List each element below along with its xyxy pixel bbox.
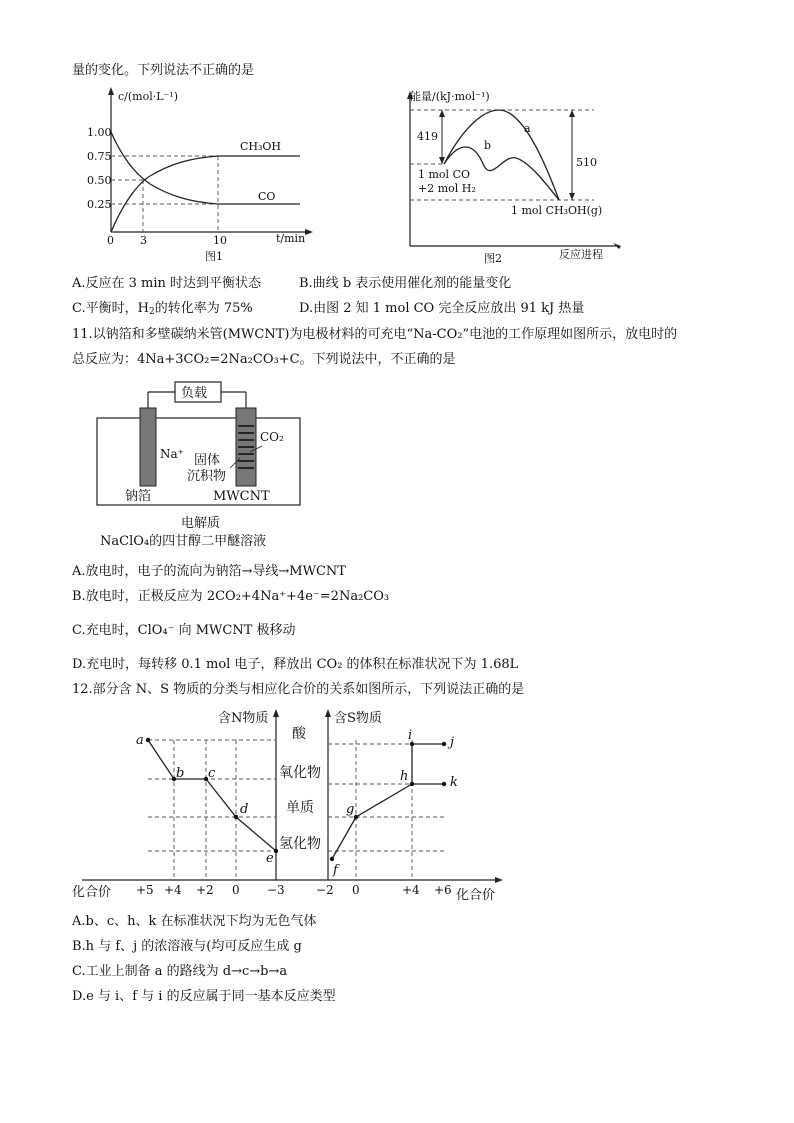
s-valence: −2: [316, 883, 334, 897]
nitrogen-sulfur-valence-diagram: [70, 706, 510, 906]
q11-option-a: A.放电时，电子的流向为钠箔→导线→MWCNT: [72, 564, 346, 579]
fig2-product: 1 mol CH₃OH(g): [511, 204, 603, 217]
figure-2-energy-diagram: [404, 86, 634, 266]
valence-axis-label-left: 化合价: [72, 885, 112, 900]
solid-deposit-label-1: 固体: [194, 453, 221, 468]
load-label: 负载: [181, 386, 208, 401]
n-valence: −3: [267, 883, 285, 897]
n-valence: +5: [136, 883, 154, 897]
fig1-ytick: 1.00: [87, 126, 112, 139]
q11-stem-line1: 11.以钠箔和多壁碳纳米管(MWCNT)为电极材料的可充电“Na-CO₂”电池的工作原理如图所示，放电时的: [72, 327, 678, 342]
battery-diagram: [90, 378, 310, 558]
point-a: [146, 738, 150, 742]
point-d: [234, 815, 238, 819]
fig2-label-b: b: [484, 139, 492, 152]
label-i: i: [408, 728, 413, 743]
category-oxide: 氧化物: [279, 765, 321, 781]
fig2-y-label: 能量/(kJ·mol⁻¹): [410, 90, 490, 103]
fig1-ytick: 0.75: [87, 150, 112, 163]
q11-option-c: C.充电时，ClO₄⁻ 向 MWCNT 极移动: [72, 623, 296, 638]
electrolyte-label-2: NaClO₄的四甘醇二甲醚溶液: [100, 534, 267, 549]
point-f: [330, 857, 334, 861]
q12-option-b: B.h 与 f、j 的浓溶液与(均可反应生成 g: [72, 939, 302, 954]
label-j: j: [450, 735, 455, 750]
q10-option-d: D.由图 2 知 1 mol CO 完全反应放出 91 kJ 热量: [299, 301, 585, 316]
s-axis-title: 含S物质: [334, 711, 382, 726]
s-valence: 0: [352, 883, 360, 897]
q10-option-c: C.平衡时，$H_2$的转化率为 75%: [72, 301, 253, 317]
q12-stem: 12.部分含 N、S 物质的分类与相应化合价的关系如图所示，下列说法正确的是: [72, 682, 525, 697]
label-c: c: [208, 766, 216, 781]
fig1-ytick: 0.50: [87, 174, 112, 187]
fig2-x-label: 反应进程: [559, 248, 603, 261]
label-g: g: [346, 802, 355, 817]
category-element: 单质: [286, 800, 314, 816]
intro-line: 量的变化。下列说法不正确的是: [72, 63, 255, 78]
q12-option-a: A.b、c、h、k 在标准状况下均为无色气体: [72, 914, 317, 929]
point-h: [410, 782, 414, 786]
point-j: [442, 742, 446, 746]
fig1-caption: 图1: [205, 250, 223, 263]
q10-option-b: B.曲线 b 表示使用催化剂的能量变化: [299, 276, 512, 291]
label-e: e: [266, 851, 274, 866]
n-valence: 0: [232, 883, 240, 897]
point-g: [354, 815, 358, 819]
fig1-series-co: CO: [258, 190, 276, 203]
fig2-reactants-2: +2 mol H₂: [418, 182, 476, 195]
figure-1-concentration-time: [80, 84, 320, 264]
fig1-xtick: 3: [140, 234, 147, 247]
fig2-label-a: a: [524, 122, 531, 135]
label-d: d: [240, 802, 249, 817]
q11-stem-line2: 总反应为：4Na+3CO₂=2Na₂CO₃+C。下列说法中，不正确的是: [72, 352, 456, 367]
solid-deposit-label-2: 沉积物: [187, 469, 227, 484]
fig1-x-label: t/min: [276, 232, 306, 245]
n-valence: +4: [164, 883, 182, 897]
label-h: h: [400, 769, 409, 784]
label-f: f: [333, 863, 338, 878]
fig2-value-419: 419: [417, 130, 438, 143]
sodium-foil-electrode: [140, 408, 156, 486]
mwcnt-label: MWCNT: [213, 489, 270, 504]
n-valence: +2: [196, 883, 214, 897]
label-a: a: [136, 733, 144, 748]
q12-option-d: D.e 与 i、f 与 i 的反应属于同一基本反应类型: [72, 989, 336, 1004]
sodium-foil-label: 钠箔: [125, 489, 152, 504]
category-acid: 酸: [292, 726, 306, 742]
fig2-value-510: 510: [576, 156, 597, 169]
electrolyte-label-1: 电解质: [181, 516, 221, 531]
label-k: k: [450, 775, 458, 790]
q12-option-c: C.工业上制备 a 的路线为 d→c→b→a: [72, 964, 288, 979]
co2-label: CO₂: [260, 430, 284, 444]
fig1-series-ch3oh: CH₃OH: [240, 140, 282, 153]
n-axis-title: 含N物质: [218, 711, 269, 726]
fig2-reactants-1: 1 mol CO: [418, 168, 470, 181]
na-ion-label: Na⁺: [160, 447, 184, 461]
s-valence: +6: [434, 883, 452, 897]
valence-axis-label-right: 化合价: [456, 888, 496, 903]
label-b: b: [176, 766, 185, 781]
fig1-xtick: 0: [107, 234, 114, 247]
fig1-y-label: c/(mol·L⁻¹): [118, 90, 179, 103]
q10-option-a: A.反应在 3 min 时达到平衡状态: [72, 276, 262, 291]
s-valence: +4: [402, 883, 420, 897]
fig1-xtick: 10: [213, 234, 227, 247]
point-k: [442, 782, 446, 786]
fig1-ytick: 0.25: [87, 198, 112, 211]
q11-option-d: D.充电时，每转移 0.1 mol 电子，释放出 CO₂ 的体积在标准状况下为 1.68L: [72, 657, 519, 672]
point-e: [274, 849, 278, 853]
category-hydride: 氢化物: [279, 836, 321, 852]
fig2-caption: 图2: [484, 252, 502, 265]
q11-option-b: B.放电时，正极反应为 2CO₂+4Na⁺+4e⁻=2Na₂CO₃: [72, 589, 390, 604]
